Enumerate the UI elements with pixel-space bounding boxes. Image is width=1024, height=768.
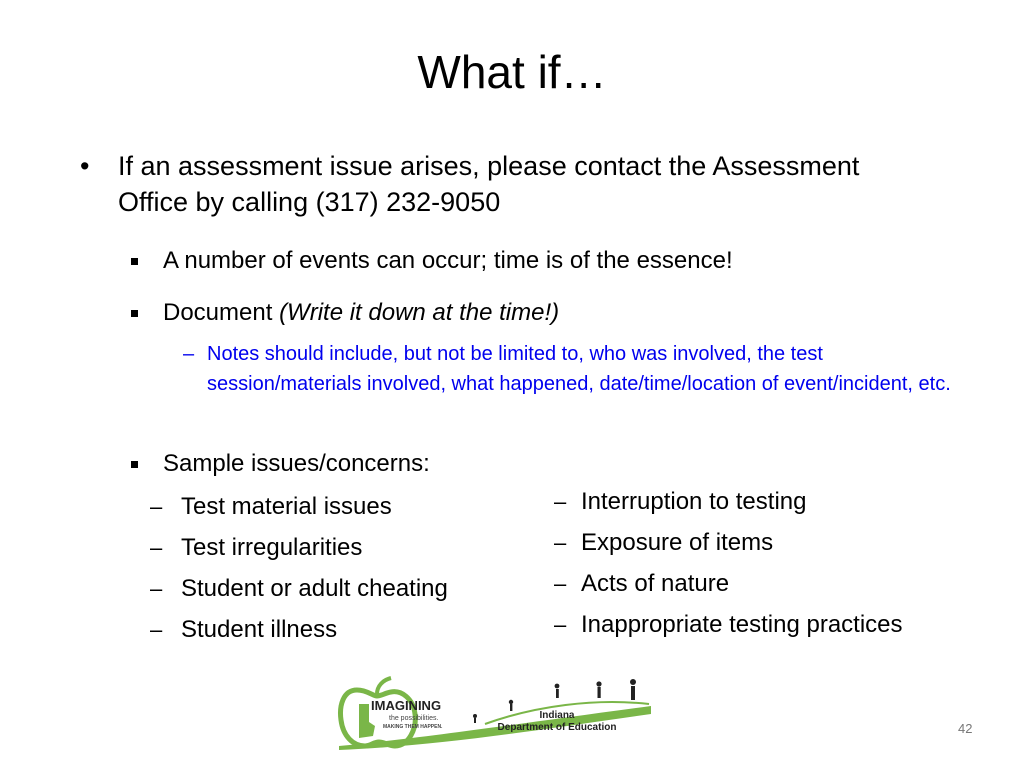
square-bullet-icon [131, 310, 138, 317]
slide-title: What if… [417, 46, 607, 98]
imagining-wordmark: IMAGINING [371, 698, 442, 713]
issue-right-item: Acts of nature [581, 570, 730, 597]
dash-icon: – [150, 535, 163, 560]
issue-left-item: Student or adult cheating [181, 575, 448, 602]
indiana-wordmark: Indiana [539, 710, 575, 721]
main-bullet-text: If an assessment issue arises, please contact the Assessment Office by calling (317) 232-9050 [118, 151, 860, 217]
issue-left-item: Test irregularities [181, 534, 363, 561]
possibilities-wordmark: the possibilities. [389, 715, 439, 722]
samples-label: Sample issues/concerns: [163, 450, 430, 477]
indiana-doe-logo [335, 676, 655, 752]
square-bullet-icon [131, 258, 138, 265]
dash-icon: – [150, 576, 163, 601]
department-wordmark: Department of Education [497, 722, 617, 733]
dash-icon: – [554, 489, 567, 514]
square-bullet-icon [131, 461, 138, 468]
dash-icon: – [183, 343, 195, 365]
events-text: A number of events can occur; time is of the essence! [163, 247, 733, 274]
dash-icon: – [554, 612, 567, 637]
dash-icon: – [150, 617, 163, 642]
page-number: 42 [958, 721, 973, 736]
document-label: Document [163, 299, 280, 326]
issue-right-item: Exposure of items [581, 529, 774, 556]
dash-icon: – [554, 571, 567, 596]
notes-text: Notes should include, but not be limited to, who was involved, the test session/materials involved, what happened, date/time/location of event/incident, etc. [207, 343, 951, 395]
document-bullet [163, 298, 559, 328]
tagline-wordmark: MAKING THEM HAPPEN. [383, 724, 443, 730]
issue-left-item: Test material issues [181, 493, 392, 520]
document-note: (Write it down at the time!) [279, 299, 560, 326]
dash-icon: – [554, 530, 567, 555]
bullet-dot-icon: • [80, 151, 90, 181]
issue-left-item: Student illness [181, 616, 338, 643]
dash-icon: – [150, 494, 163, 519]
issue-right-item: Interruption to testing [581, 488, 807, 515]
issue-right-item: Inappropriate testing practices [581, 611, 903, 638]
